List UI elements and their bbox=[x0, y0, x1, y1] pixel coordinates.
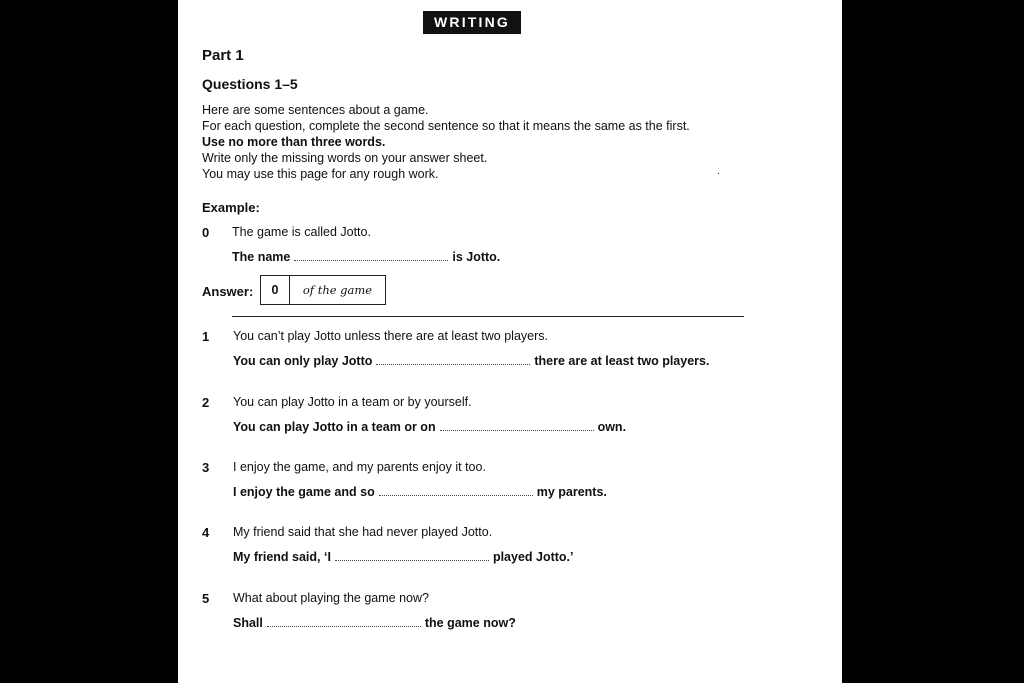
example-after: is Jotto. bbox=[452, 250, 501, 264]
question-before: You can only play Jotto bbox=[233, 354, 373, 368]
answer-blank bbox=[440, 419, 594, 431]
instruction-line-5: You may use this page for any rough work. bbox=[202, 167, 439, 181]
example-before: The name bbox=[232, 250, 291, 264]
question-transformation bbox=[233, 419, 626, 434]
question-number: 3 bbox=[202, 460, 210, 475]
question-number: 4 bbox=[202, 525, 210, 540]
instruction-line-1: Here are some sentences about a game. bbox=[202, 103, 429, 117]
question-number: 1 bbox=[202, 329, 210, 344]
answer-box bbox=[260, 275, 386, 305]
question-sentence: You can play Jotto in a team or by yourself. bbox=[233, 395, 472, 409]
question-sentence: You can’t play Jotto unless there are at least two players. bbox=[233, 329, 548, 343]
answer-text: of the game bbox=[302, 283, 373, 297]
example-number: 0 bbox=[202, 225, 210, 240]
question-before: Shall bbox=[233, 616, 263, 630]
instruction-line-4: Write only the missing words on your answer sheet. bbox=[202, 151, 488, 165]
question-after: my parents. bbox=[536, 485, 607, 499]
question-after: the game now? bbox=[424, 616, 516, 630]
answer-blank bbox=[335, 549, 489, 561]
question-transformation bbox=[233, 353, 709, 368]
section-banner: WRITING bbox=[423, 11, 521, 34]
divider bbox=[232, 316, 744, 317]
example-transformation bbox=[232, 249, 500, 264]
worksheet-page bbox=[178, 0, 842, 683]
question-sentence: I enjoy the game, and my parents enjoy it too. bbox=[233, 460, 486, 474]
answer-blank bbox=[376, 353, 530, 365]
question-after: played Jotto.’ bbox=[492, 550, 574, 564]
question-transformation bbox=[233, 615, 516, 630]
question-before: I enjoy the game and so bbox=[233, 485, 375, 499]
instruction-line-3: Use no more than three words. bbox=[202, 135, 386, 149]
question-after: there are at least two players. bbox=[534, 354, 710, 368]
answer-blank bbox=[379, 484, 533, 496]
question-transformation bbox=[233, 549, 574, 564]
example-blank bbox=[294, 249, 448, 261]
answer-number: 0 bbox=[261, 276, 290, 304]
question-number: 2 bbox=[202, 395, 210, 410]
question-after: own. bbox=[597, 420, 627, 434]
question-sentence: My friend said that she had never played Jotto. bbox=[233, 525, 493, 539]
instruction-line-2: For each question, complete the second sentence so that it means the same as the first. bbox=[202, 119, 690, 133]
questions-range: Questions 1–5 bbox=[202, 76, 298, 92]
answer-label: Answer: bbox=[202, 284, 254, 299]
answer-blank bbox=[267, 615, 421, 627]
stray-mark: . bbox=[717, 166, 720, 177]
example-label: Example: bbox=[202, 200, 260, 215]
question-before: My friend said, ‘I bbox=[233, 550, 331, 564]
question-sentence: What about playing the game now? bbox=[233, 591, 429, 605]
question-before: You can play Jotto in a team or on bbox=[233, 420, 436, 434]
example-sentence: The game is called Jotto. bbox=[232, 225, 371, 239]
part-title: Part 1 bbox=[202, 47, 244, 64]
question-transformation bbox=[233, 484, 607, 499]
question-number: 5 bbox=[202, 591, 210, 606]
